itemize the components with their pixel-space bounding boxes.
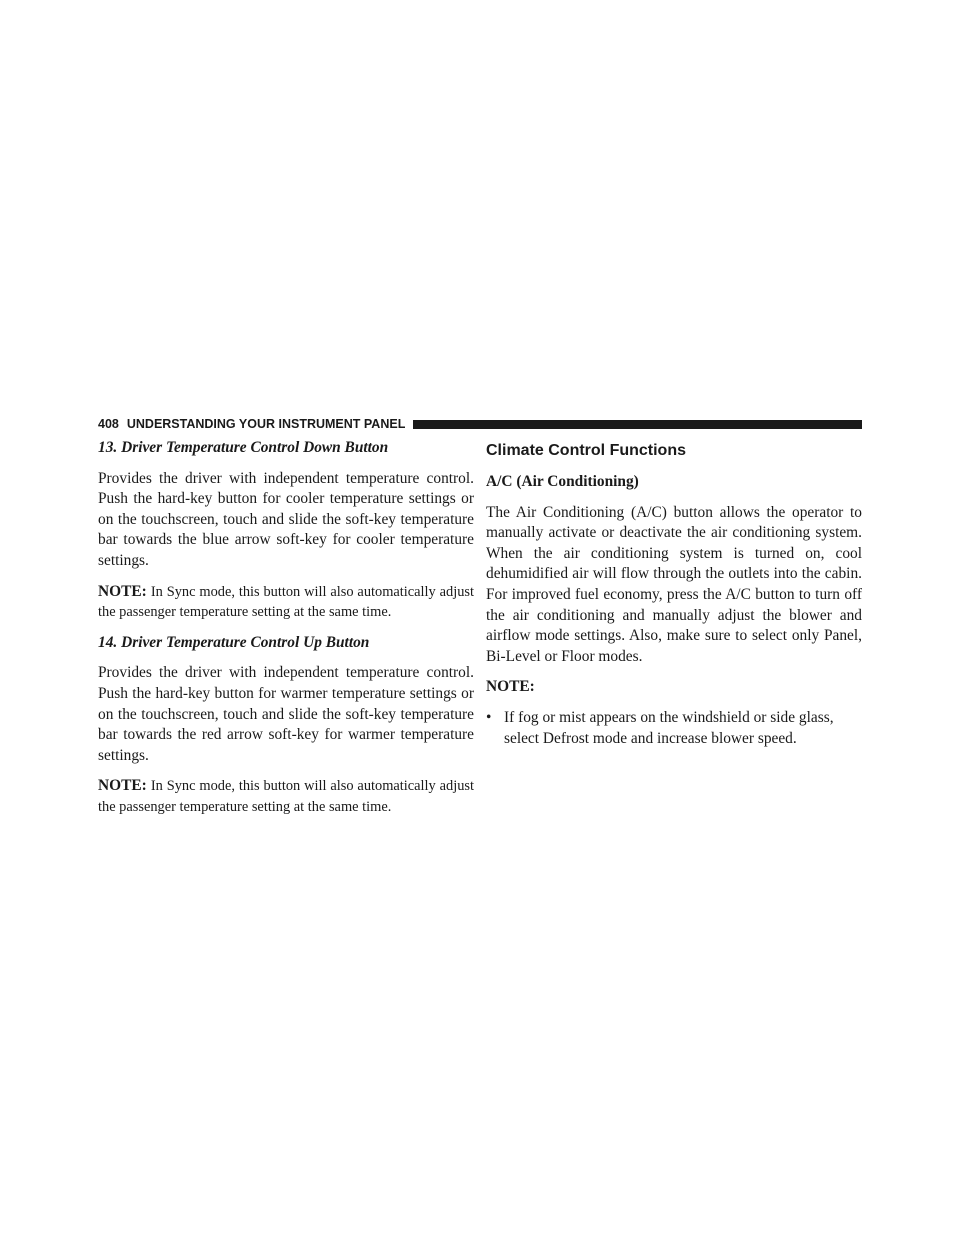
item-13-heading: 13. Driver Temperature Control Down Button <box>98 439 389 456</box>
note-label: NOTE: <box>98 777 147 795</box>
page-number: 408 <box>98 417 119 431</box>
ac-body: The Air Conditioning (A/C) button allows the operator to manually activate or deactivate the air conditioning system. When the air conditioning system is turned on, cool dehumidified air will flow through the outlets into the cabin. For improved fuel economy, press the A/C button to turn off the air conditioning and manually adjust the blower and airflow mode settings. Also, make sure to select only Panel, Bi-Level or Floor modes. <box>486 503 862 665</box>
page-header <box>98 417 862 431</box>
left-column <box>98 438 474 828</box>
note-label: NOTE: <box>98 582 147 600</box>
item-14-heading: 14. Driver Temperature Control Up Button <box>98 633 370 651</box>
section-title: UNDERSTANDING YOUR INSTRUMENT PANEL <box>126 417 406 431</box>
item-13-note <box>98 582 474 623</box>
ac-subheading: A/C (Air Conditioning) <box>486 473 639 490</box>
note-label: NOTE: <box>486 678 535 696</box>
bullet-text: If fog or mist appears on the windshield or side glass, select Defrost mode and increase blower speed. <box>504 708 834 747</box>
item-14-body: Provides the driver with independent temperature control. Push the hard-key button for warmer temperature settings or on the touchscreen, touch and slide the soft-key temperature bar towards the red arrow soft-key for warmer temperature settings. <box>98 664 474 764</box>
note-text: In Sync mode, this button will also automatically adjust the passenger temperature setting at the same time. <box>98 583 474 621</box>
note-text: In Sync mode, this button will also automatically adjust the passenger temperature setting at the same time. <box>98 778 474 815</box>
item-14-note <box>98 776 474 817</box>
climate-control-heading: Climate Control Functions <box>486 442 686 459</box>
list-item <box>486 708 862 749</box>
right-column <box>486 438 862 749</box>
item-13-body: Provides the driver with independent temperature control. Push the hard-key button for cooler temperature settings or on the touchscreen, touch and slide the soft-key temperature bar towards the blue arrow soft-key for cooler temperature settings. <box>98 469 474 569</box>
bullet-icon: • <box>486 708 492 726</box>
header-rule <box>413 420 862 429</box>
